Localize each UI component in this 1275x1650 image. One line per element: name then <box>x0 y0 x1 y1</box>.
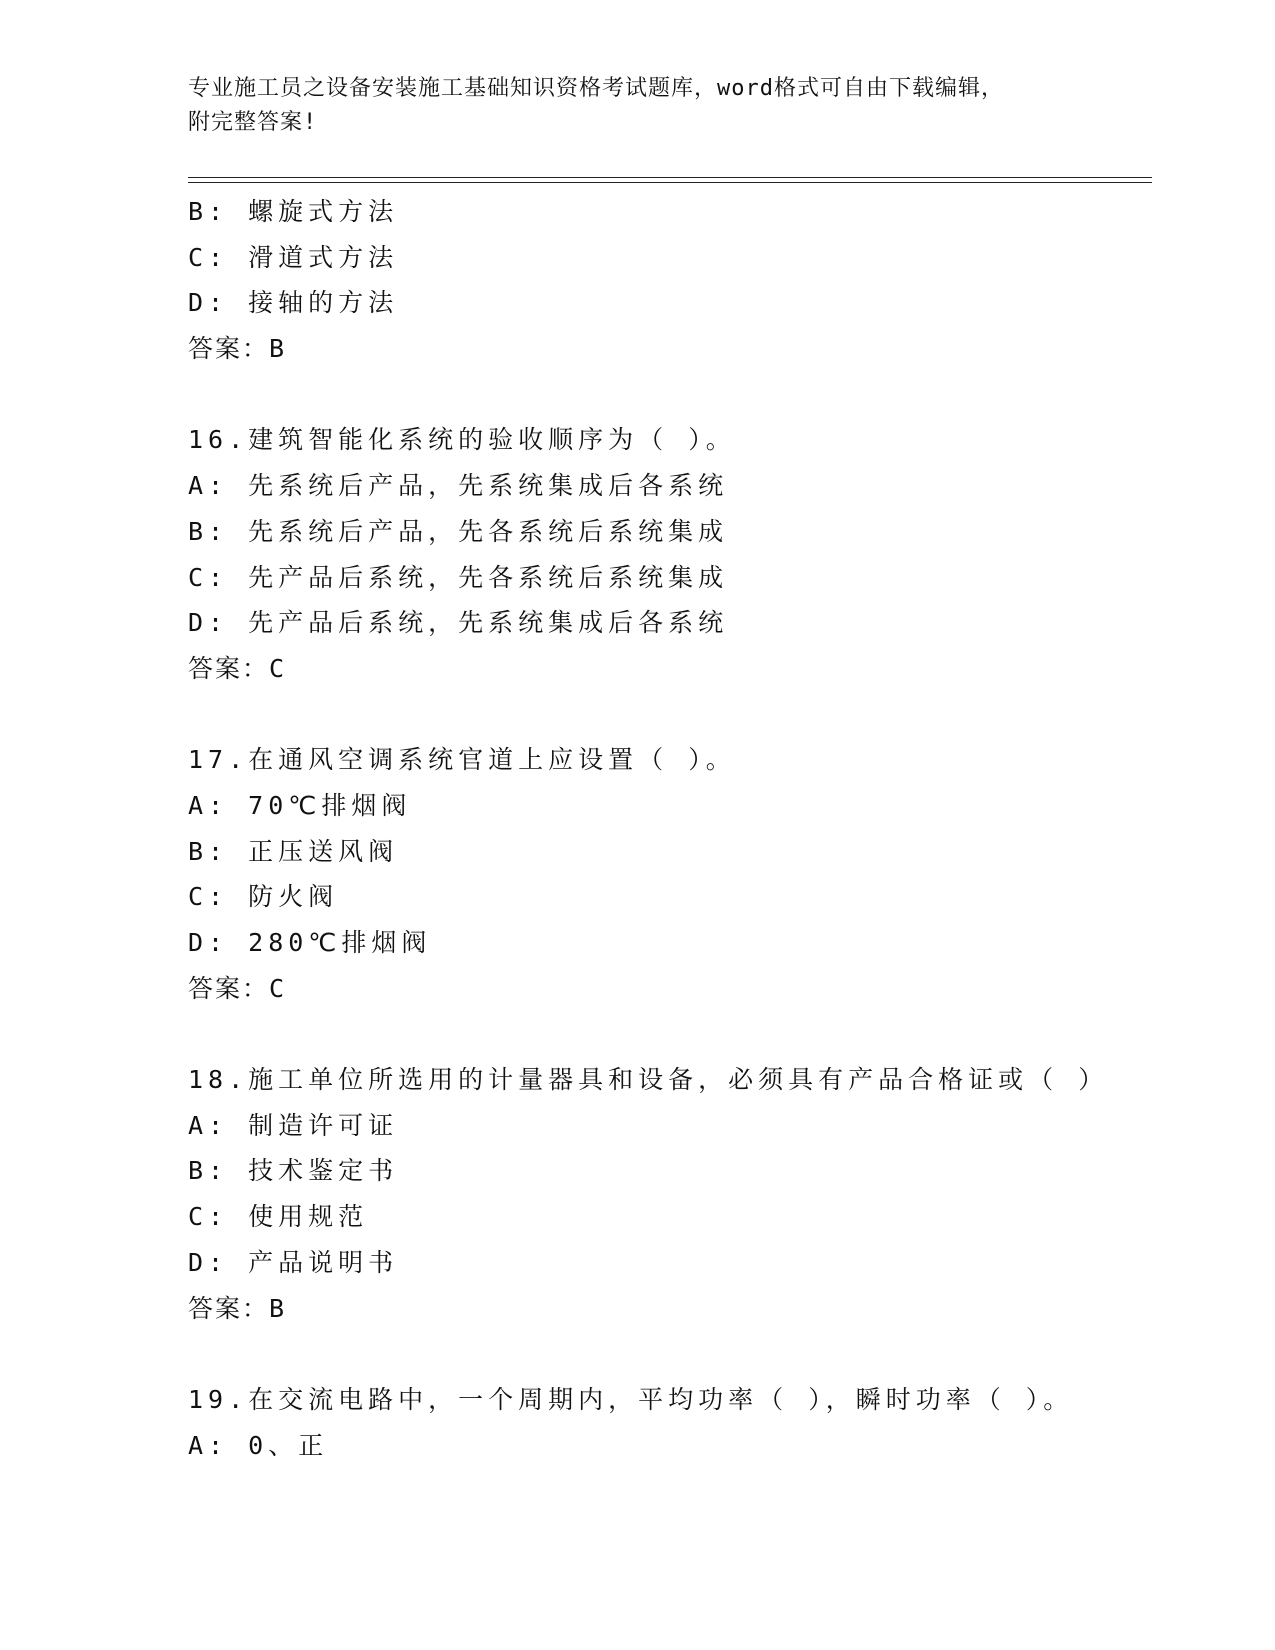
question-list <box>188 189 1148 1468</box>
answer-line: 答案：B <box>188 1293 287 1323</box>
question-text: 17.在通风空调系统官道上应设置（ ）。 <box>188 745 736 775</box>
header-line-2: 附完整答案! <box>188 110 318 135</box>
document-header <box>188 72 1088 140</box>
answer-line: 答案：B <box>188 334 287 364</box>
option-d: D: 接轴的方法 <box>188 288 399 318</box>
option-a: A: 先系统后产品，先系统集成后各系统 <box>188 471 729 501</box>
header-divider-bottom <box>188 182 1152 183</box>
question-block <box>188 737 1148 1011</box>
option-d: D: 280℃排烟阀 <box>188 928 432 957</box>
block-spacer <box>188 692 1148 738</box>
question-block <box>188 1377 1148 1468</box>
question-block <box>188 189 1148 372</box>
option-b: B: 正压送风阀 <box>188 836 399 866</box>
block-spacer <box>188 372 1148 418</box>
option-c: C: 滑道式方法 <box>188 242 399 272</box>
option-a: A: 制造许可证 <box>188 1110 399 1140</box>
block-spacer <box>188 1011 1148 1057</box>
option-b: B: 先系统后产品，先各系统后系统集成 <box>188 516 729 546</box>
option-c: C: 防火阀 <box>188 882 339 912</box>
option-a: A: 70℃排烟阀 <box>188 790 412 820</box>
option-a: A: 0、正 <box>188 1430 329 1460</box>
option-b: B: 技术鉴定书 <box>188 1156 399 1186</box>
option-c: C: 使用规范 <box>188 1202 369 1232</box>
header-line-1: 专业施工员之设备安装施工基础知识资格考试题库，word格式可自由下载编辑， <box>188 76 1004 101</box>
option-c: C: 先产品后系统，先各系统后系统集成 <box>188 562 729 592</box>
question-text: 16.建筑智能化系统的验收顺序为（ ）。 <box>188 425 736 455</box>
answer-line: 答案：C <box>188 973 287 1003</box>
question-block <box>188 1057 1148 1331</box>
question-text: 18.施工单位所选用的计量器具和设备，必须具有产品合格证或（ ） <box>188 1065 1109 1095</box>
option-b: B: 螺旋式方法 <box>188 197 399 226</box>
question-block <box>188 417 1148 691</box>
option-d: D: 产品说明书 <box>188 1247 399 1277</box>
answer-line: 答案：C <box>188 653 287 683</box>
question-text: 19.在交流电路中，一个周期内，平均功率（ ），瞬时功率（ ）。 <box>188 1384 1074 1414</box>
header-divider-top <box>188 177 1152 178</box>
option-d: D: 先产品后系统，先系统集成后各系统 <box>188 608 729 638</box>
block-spacer <box>188 1331 1148 1377</box>
